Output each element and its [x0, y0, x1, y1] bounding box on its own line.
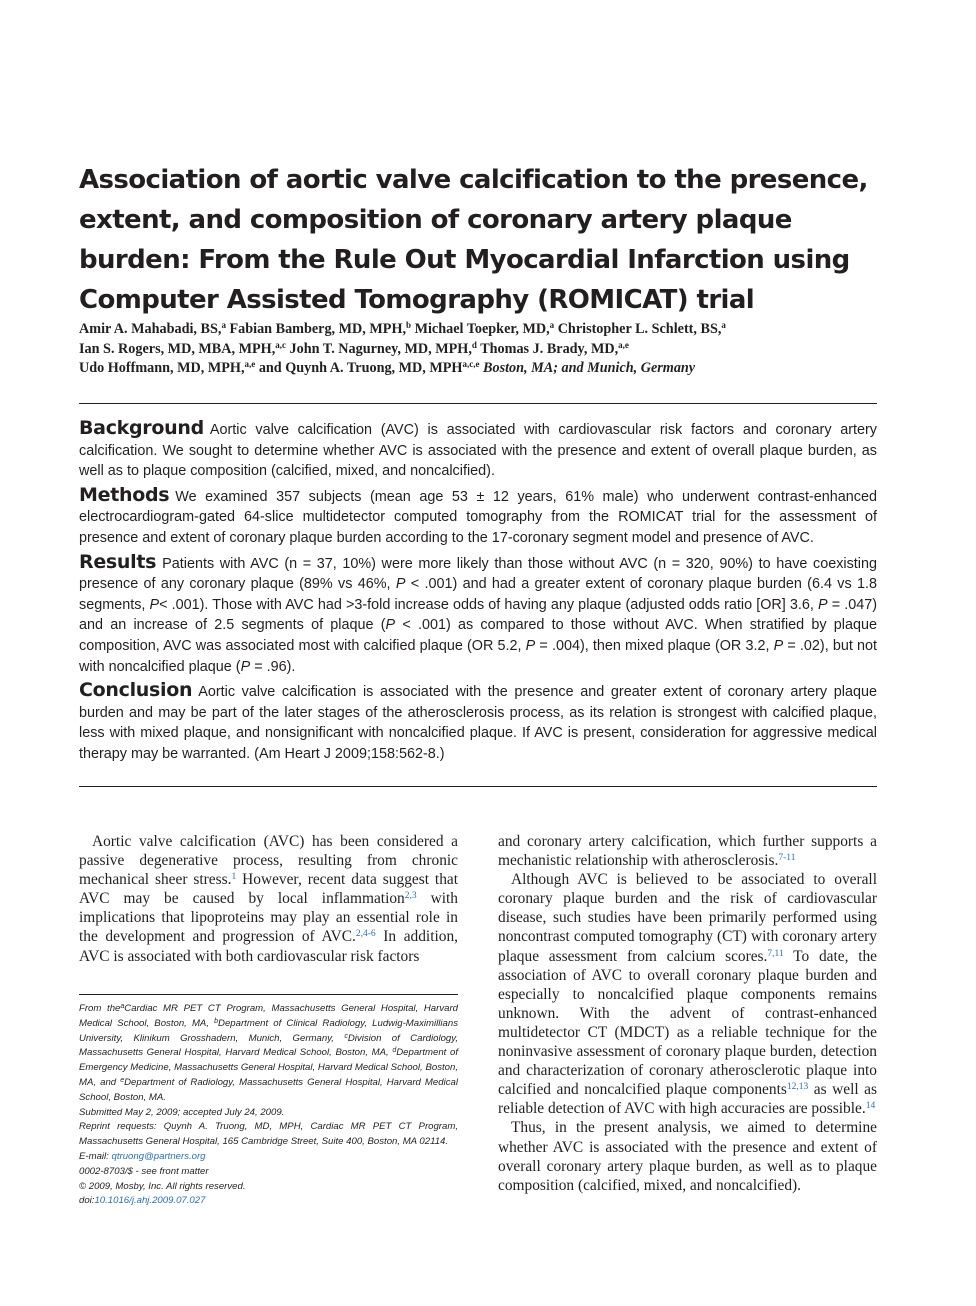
author-name: Christopher L. Schlett, BS, — [557, 321, 722, 337]
affiliation-marker: a — [221, 320, 226, 330]
body-right-column — [498, 832, 877, 1195]
body-text: Although AVC is believed to be associated to overall coronary plaque burden and the risk of cardiovascular disease, such studies have been primarily performed using noncontrast computed tomography (CT) with coronary artery plaque assessment from calcium scores. — [498, 871, 877, 965]
results-text: = .004), then mixed plaque (OR 3.2, — [535, 637, 774, 654]
email-link[interactable]: qtruong@partners.org — [111, 1150, 206, 1162]
body-text: However, recent data suggest that AVC may be caused by local inflammation — [79, 871, 458, 908]
abstract-conclusion — [79, 680, 877, 764]
affiliation-marker: d — [392, 1047, 397, 1055]
footnote-text: Department of Radiology, Massachusetts General Hospital, Harvard Medical School, Boston, MA. — [79, 1076, 458, 1103]
footnote-text: Division of Cardiology, Massachusetts General Hospital, Harvard Medical School, Boston, MA, — [79, 1032, 459, 1059]
results-text: = .047) and an increase of 2.5 segments of plaque ( — [79, 596, 878, 634]
email-label: E-mail: — [79, 1150, 112, 1162]
affiliation-marker: a — [721, 320, 726, 330]
conclusion-text: Aortic valve calcification is associated with the presence and greater extent of coronary artery plaque burden and may be part of the later stages of the atherosclerosis process, as its relation is strongest with calcified plaque, less with mixed plaque, and nonsignificant with noncalcified plaque. If AVC is present, consideration for aggressive medical therapy may be warranted. (Am Heart J 2009;158:562-8.) — [79, 684, 877, 762]
author-name: Thomas J. Brady, MD, — [480, 340, 619, 357]
abstract-bottom-rule — [79, 786, 877, 787]
body-text: Aortic valve calcification (AVC) has been considered a passive degenerative process, resulting from chronic mechanical sheer stress. — [79, 833, 458, 889]
body-paragraph — [498, 870, 877, 1118]
email-line — [79, 1150, 458, 1165]
citation-link[interactable]: 2,3 — [404, 891, 417, 902]
affiliations-footnote — [79, 1002, 458, 1106]
body-text: To date, the association of AVC to overall coronary plaque burden and especially to noncalcified plaque components remains unknown. With the advent of contrast-enhanced multidetector CT (MDCT) as a reliable technique for the noninvasive assessment of coronary plaque burden, detection and characterization of coronary atherosclerotic plaque into calcified and noncalcified plaque components — [498, 947, 877, 1099]
affiliation-marker: a,c,e — [462, 359, 480, 369]
methods-text: We examined 357 subjects (mean age 53 ± 12 years, 61% male) who underwent contrast-enhanced electrocardiogram-gated 64-slice multidetector computed tomography from the ROMICAT trial for the assessment of presence and extent of coronary plaque burden according to the 17-coronary segment model and presence of AVC. — [79, 488, 877, 546]
abstract-methods — [79, 485, 877, 549]
reprint-requests: Reprint requests: Quynh A. Truong, MD, MPH, Cardiac MR PET CT Program, Massachusetts General Hospital, 165 Cambridge Street, Suite 400, Boston, MA 02114. — [79, 1121, 458, 1148]
citation-link[interactable]: 7-11 — [778, 853, 796, 864]
body-text: and coronary artery calcification, which further supports a mechanistic relationship with atherosclerosis. — [498, 833, 877, 870]
affiliation-marker: d — [471, 339, 477, 350]
abstract-top-rule — [79, 403, 877, 404]
p-value-symbol: P — [385, 617, 396, 634]
body-paragraph — [498, 1118, 877, 1194]
body-text: as well as reliable detection of AVC with high accuracies are possible. — [498, 1081, 877, 1118]
results-heading: Results — [79, 550, 157, 573]
footnote-rule — [79, 994, 458, 995]
author-name: John T. Nagurney, MD, MPH, — [289, 340, 472, 357]
results-text: = .96). — [250, 658, 296, 675]
affiliation-marker: e — [120, 1076, 125, 1084]
affiliation-marker: a — [549, 320, 555, 330]
footnotes — [79, 1002, 458, 1209]
footnote-text: From the — [79, 1003, 121, 1014]
p-value-symbol: P — [395, 576, 406, 593]
author-name: Amir A. Mahabadi, BS, — [79, 321, 222, 337]
p-value-symbol: P — [525, 637, 536, 654]
body-paragraph — [498, 832, 877, 870]
results-text: < .001) as compared to those without AVC. When stratified by plaque composition, AVC was associated most with calcified plaque (OR 5.2, — [79, 617, 877, 654]
citation-link[interactable]: 7,11 — [767, 948, 784, 959]
doi-label: doi: — [79, 1195, 95, 1207]
submission-dates: Submitted May 2, 2009; accepted July 24, 2009. — [79, 1106, 285, 1118]
affiliation-marker: b — [214, 1017, 219, 1025]
body-paragraph — [79, 832, 458, 966]
abstract-results — [79, 552, 877, 678]
p-value-symbol: P — [240, 658, 251, 675]
body-text: In addition, AVC is associated with both cardiovascular risk factors — [79, 928, 458, 965]
footnote-text: Cardiac MR PET CT Program, Massachusetts General Hospital, Harvard Medical School, Boston, MA, — [79, 1003, 459, 1029]
copyright-line: © 2009, Mosby, Inc. All rights reserved. — [79, 1180, 246, 1192]
methods-heading: Methods — [79, 483, 170, 506]
p-value-symbol: P — [818, 596, 828, 613]
author-name: Ian S. Rogers, MD, MBA, MPH, — [79, 340, 276, 357]
background-heading: Background — [79, 417, 204, 439]
background-text: Aortic valve calcification (AVC) is associated with cardiovascular risk factors and coronary artery calcification. We sought to determine whether AVC is associated with the presence and extent of overall plaque burden, as well as to plaque composition (calcified, mixed, and noncalcified). — [79, 422, 877, 480]
p-value-symbol: P — [773, 637, 784, 654]
body-text: Thus, in the present analysis, we aimed to determine whether AVC is associated with the presence and extent of overall coronary artery plaque burden, as well as to plaque composition (calcified, mixed, and noncalcified). — [498, 1119, 877, 1194]
author-location: Boston, MA; and Munich, Germany — [483, 360, 696, 376]
author-list — [79, 320, 899, 379]
results-text: Patients with AVC (n = 37, 10%) were more likely than those without AVC (n = 320, 90%) to have coexisting presence of any coronary plaque (89% vs 46%, — [79, 555, 877, 593]
citation-link[interactable]: 1 — [231, 872, 237, 883]
affiliation-marker: a,c — [275, 339, 286, 350]
doi-line — [79, 1194, 458, 1209]
citation-link[interactable]: 14 — [865, 1101, 876, 1112]
footnote-text: Department of Emergency Medicine, Massachusetts General Hospital, Harvard Medical School, Boston, MA, and — [79, 1047, 458, 1088]
affiliation-marker: b — [406, 320, 412, 330]
abstract-background — [79, 418, 877, 482]
issn-line: 0002-8703/$ - see front matter — [79, 1165, 209, 1177]
doi-link[interactable]: 10.1016/j.ahj.2009.07.027 — [94, 1195, 206, 1207]
author-name: Michael Toepker, MD, — [414, 321, 550, 337]
affiliation-marker: a — [120, 1003, 125, 1010]
affiliation-marker: a,e — [618, 339, 629, 350]
results-text: = .02), but not with noncalcified plaque ( — [79, 637, 877, 675]
author-name: Fabian Bamberg, MD, MPH, — [229, 321, 407, 337]
conclusion-heading: Conclusion — [79, 679, 193, 702]
author-name: and Quynh A. Truong, MD, MPH — [258, 360, 463, 376]
author-name: Udo Hoffmann, MD, MPH, — [79, 360, 245, 376]
results-text: < .001). Those with AVC had >3-fold increase odds of having any plaque (adjusted odds ratio [OR] 3.6, — [159, 596, 818, 613]
results-text: < .001) and had a greater extent of coronary plaque burden (6.4 vs 1.8 segments, — [79, 576, 877, 613]
p-value-symbol: P — [149, 596, 160, 613]
affiliation-marker: c — [344, 1032, 348, 1040]
footnote-text: Department of Clinical Radiology, Ludwig-Maximillians University, Klinikum Grosshadern, Munich, Germany, — [79, 1017, 459, 1044]
abstract — [79, 418, 877, 768]
body-left-column — [79, 832, 458, 966]
affiliation-marker: a,e — [244, 359, 256, 369]
citation-link[interactable]: 12,13 — [786, 1082, 809, 1093]
body-text: with implications that lipoproteins may play an essential role in the development and progression of AVC. — [79, 890, 458, 946]
article-title: Association of aortic valve calcification to the presence, extent, and composition of coronary artery plaque burden: From the Rule Out Myocardial Infarction using Computer Assisted Tomography (ROMICAT) trial — [79, 165, 868, 315]
citation-link[interactable]: 2,4-6 — [355, 929, 376, 940]
